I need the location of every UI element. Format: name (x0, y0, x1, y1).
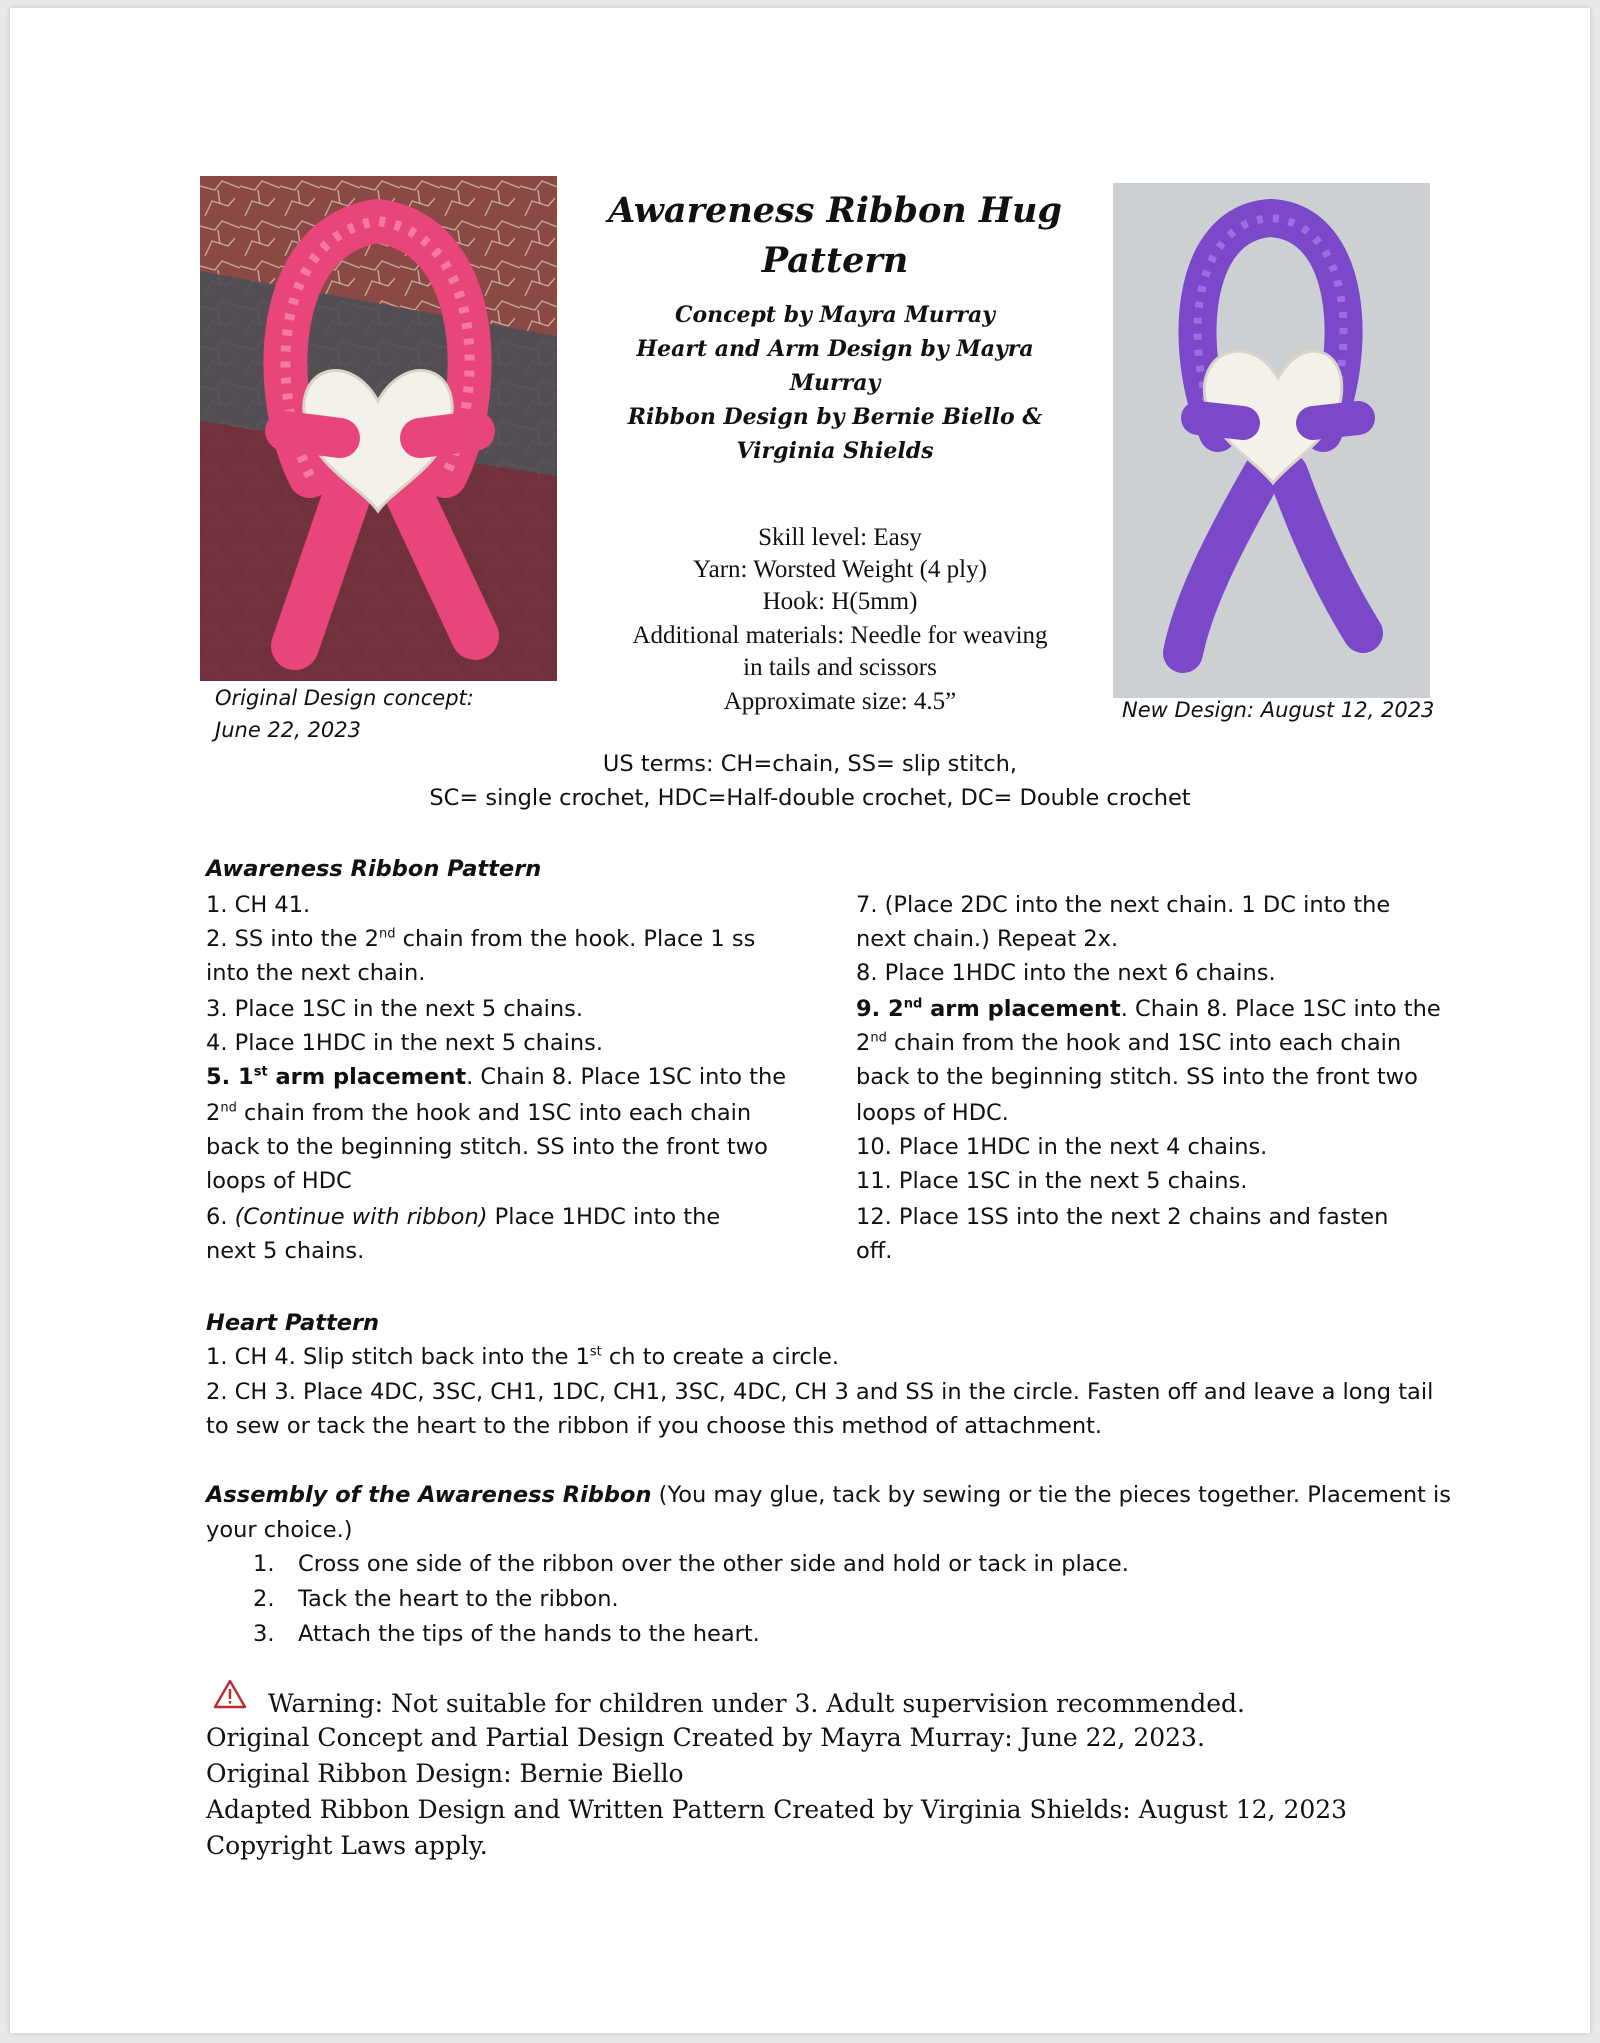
credit-line: Heart and Arm Design by Mayra (636, 336, 1034, 362)
ribbon-step-7-cont: next chain.) Repeat 2x. (856, 926, 1119, 952)
footer-credit-line: Original Ribbon Design: Bernie Biello (206, 1759, 684, 1788)
ribbon-step-7: 7. (Place 2DC into the next chain. 1 DC into the (856, 892, 1391, 918)
ribbon-step-1: 1. CH 41. (206, 892, 311, 918)
ribbon-step-12-cont: off. (856, 1238, 893, 1264)
warning-text: Warning: Not suitable for children under 3. Adult supervision recommended. (268, 1689, 1246, 1718)
yarn-spec: Yarn: Worsted Weight (4 ply) (693, 556, 987, 583)
ribbon-step-10: 10. Place 1HDC in the next 4 chains. (856, 1134, 1268, 1160)
ribbon-step-11: 11. Place 1SC in the next 5 chains. (856, 1168, 1248, 1194)
credit-line: Murray (789, 370, 881, 396)
left-caption-line2: June 22, 2023 (215, 718, 361, 742)
materials-spec: Additional materials: Needle for weaving (632, 622, 1048, 649)
footer-credit-line: Original Concept and Partial Design Created by Mayra Murray: June 22, 2023. (206, 1723, 1205, 1752)
document-page (10, 8, 1590, 2033)
assembly-item: 2. Tack the heart to the ribbon. (253, 1586, 619, 1612)
credit-line: Virginia Shields (736, 438, 934, 464)
heart-step-1: 1. CH 4. Slip stitch back into the 1st ch to create a circle. (206, 1344, 839, 1370)
ribbon-pattern-heading: Awareness Ribbon Pattern (206, 856, 542, 882)
warning-triangle-icon (213, 1678, 247, 1710)
page-title-line1: Awareness Ribbon Hug (608, 190, 1062, 231)
materials-spec-cont: in tails and scissors (743, 654, 937, 681)
ribbon-step-12: 12. Place 1SS into the next 2 chains and fasten (856, 1204, 1389, 1230)
pink-ribbon-photo (200, 176, 557, 681)
ribbon-step-5: 5. 1st arm placement. Chain 8. Place 1SC into the (206, 1064, 787, 1090)
page-title-line2: Pattern (761, 240, 909, 281)
heart-pattern-heading: Heart Pattern (206, 1310, 380, 1336)
size-spec: Approximate size: 4.5” (723, 688, 957, 715)
ribbon-step-9-cont: loops of HDC. (856, 1100, 1009, 1126)
assembly-item: 1. Cross one side of the ribbon over the other side and hold or tack in place. (253, 1551, 1129, 1577)
ribbon-step-8: 8. Place 1HDC into the next 6 chains. (856, 960, 1276, 986)
ribbon-step-9-cont: back to the beginning stitch. SS into the front two (856, 1064, 1418, 1090)
left-caption-line1: Original Design concept: (215, 686, 474, 710)
assembly-intro-cont: your choice.) (206, 1517, 353, 1543)
us-terms-line2: SC= single crochet, HDC=Half-double crochet, DC= Double crochet (429, 785, 1191, 811)
credit-line: Concept by Mayra Murray (674, 302, 996, 328)
ribbon-step-9-cont: 2nd chain from the hook and 1SC into each chain (856, 1030, 1402, 1056)
assembly-intro: Assembly of the Awareness Ribbon (You may glue, tack by sewing or tie the pieces together. Placement is (206, 1482, 1452, 1508)
ribbon-step-3: 3. Place 1SC in the next 5 chains. (206, 996, 584, 1022)
assembly-item: 3. Attach the tips of the hands to the heart. (253, 1621, 760, 1647)
copyright-line: Copyright Laws apply. (206, 1831, 488, 1860)
heart-step-2: 2. CH 3. Place 4DC, 3SC, CH1, 1DC, CH1, 3SC, 4DC, CH 3 and SS in the circle. Fasten off and leave a long tail (206, 1379, 1434, 1405)
ribbon-step-2-cont: into the next chain. (206, 960, 426, 986)
purple-ribbon-photo (1113, 183, 1430, 698)
us-terms-line1: US terms: CH=chain, SS= slip stitch, (602, 751, 1018, 777)
ribbon-step-6: 6. (Continue with ribbon) Place 1HDC into the (206, 1204, 721, 1230)
ribbon-step-5-cont: loops of HDC (206, 1168, 352, 1194)
ribbon-step-6-cont: next 5 chains. (206, 1238, 365, 1264)
ribbon-step-2: 2. SS into the 2nd chain from the hook. Place 1 ss (206, 926, 756, 952)
ribbon-step-5-cont: back to the beginning stitch. SS into the front two (206, 1134, 768, 1160)
footer-credit-line: Adapted Ribbon Design and Written Pattern Created by Virginia Shields: August 12, 2023 (206, 1795, 1348, 1824)
skill-level: Skill level: Easy (758, 524, 922, 551)
right-caption: New Design: August 12, 2023 (1122, 698, 1435, 722)
ribbon-step-4: 4. Place 1HDC in the next 5 chains. (206, 1030, 604, 1056)
ribbon-step-5-cont: 2nd chain from the hook and 1SC into each chain (206, 1100, 752, 1126)
heart-step-2-cont: to sew or tack the heart to the ribbon if you choose this method of attachment. (206, 1413, 1103, 1439)
hook-spec: Hook: H(5mm) (762, 588, 918, 615)
credit-line: Ribbon Design by Bernie Biello & (627, 404, 1043, 430)
ribbon-step-9: 9. 2nd arm placement. Chain 8. Place 1SC into the (856, 996, 1441, 1022)
